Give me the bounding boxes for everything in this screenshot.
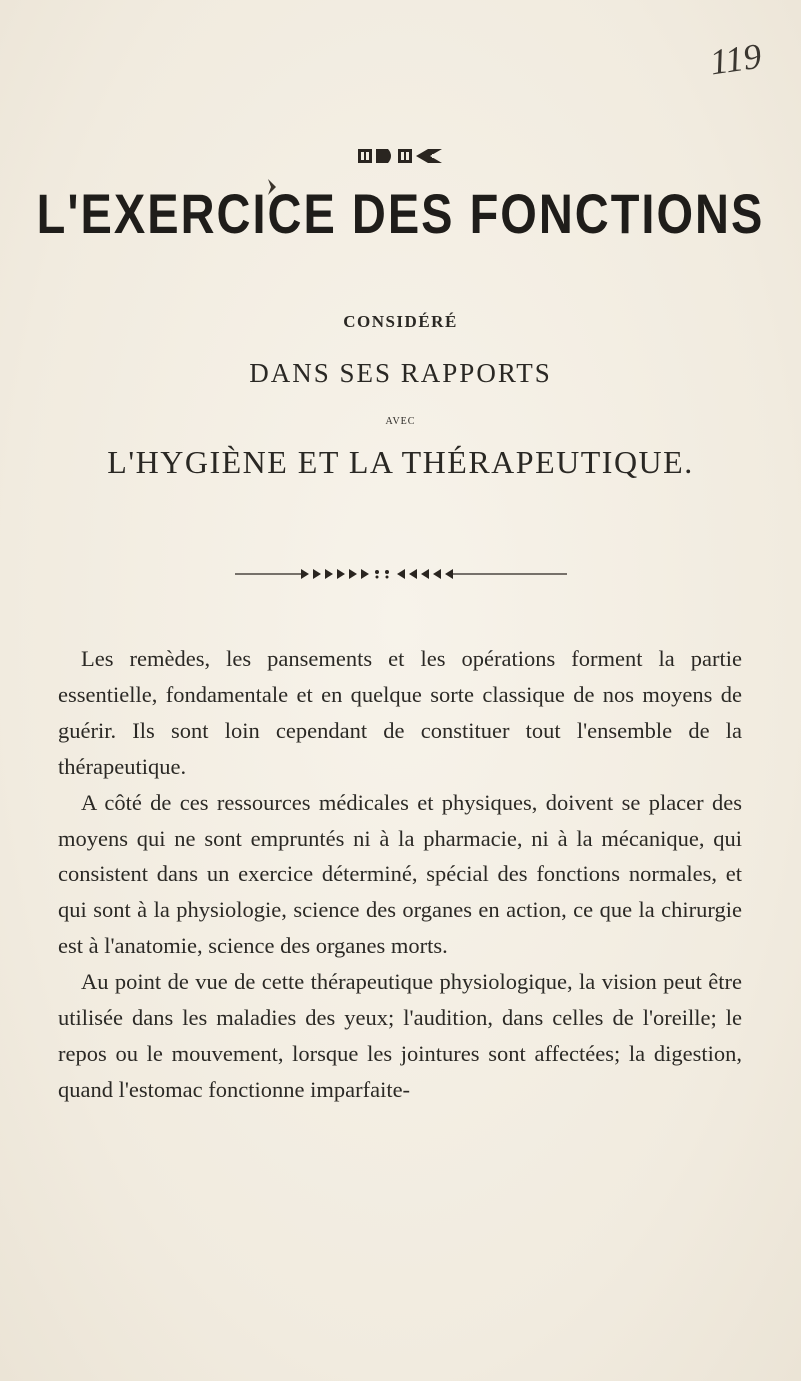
paragraph-3: Au point de vue de cette thérapeutique physiologique, la vision peut être utilisée dans les maladies des yeux; l'audition, dans celles de l'oreille; le repos ou le mouvement, lorsque les jointures sont affectées; la digestion, quand l'estomac fonctionne imparfaite- (58, 969, 742, 1102)
body-text (58, 641, 742, 1108)
paragraph-2: A côté de ces ressources médicales et physiques, doivent se placer des moyens qui ne sont empruntés ni à la pharmacie, ni à la mécanique, qui consistent dans un exercice déterminé, spécial des fonctions normales, et qui sont à la physiologie, science des organes en action, ce que la chirurgie est à l'anatomie, science des organes morts. (58, 789, 742, 959)
ornament-header-icon (358, 146, 448, 166)
ornamental-divider-icon (235, 566, 567, 582)
main-title: L'EXERCICE DES FONCTIONS (36, 182, 765, 245)
subtitle-avec: AVEC (385, 416, 416, 427)
subtitle-hygiene-therapeutique: L'HYGIÈNE ET LA THÉRAPEUTIQUE. (107, 444, 694, 480)
subtitle-considere: CONSIDÉRÉ (343, 312, 458, 331)
paragraph-1: Les remèdes, les pansements et les opérations forment la partie essentielle, fondamentale et en quelque sorte classique de nos moyens de guérir. Ils sont loin cependant de constituer tout l'ensemble de la thérapeutique. (58, 646, 742, 779)
page-folio-number: 119 (707, 35, 764, 83)
subtitle-dans-ses-rapports: DANS SES RAPPORTS (249, 358, 552, 388)
